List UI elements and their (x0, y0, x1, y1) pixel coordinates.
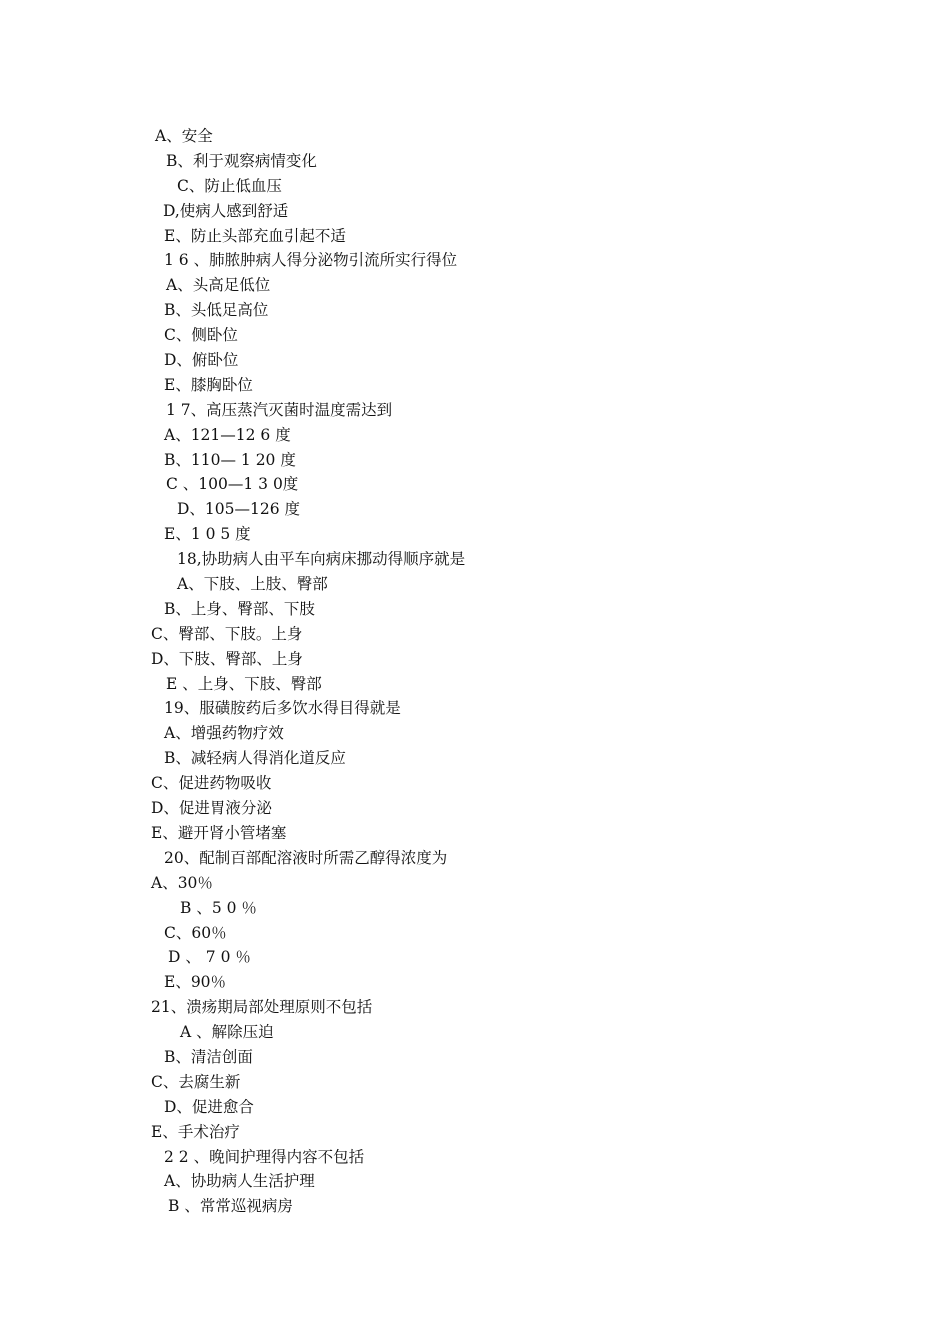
option-line: A、下肢、上肢、臀部 (177, 575, 328, 594)
option-line: B、头低足高位 (164, 301, 269, 320)
option-line: D,使病人感到舒适 (163, 201, 289, 220)
option-line: C、侧卧位 (164, 326, 238, 345)
question-line: 18,协助病人由平车向病床挪动得顺序就是 (177, 550, 466, 569)
option-line: E、90％ (164, 973, 227, 992)
option-line: B、上身、臀部、下肢 (164, 599, 315, 618)
option-line: A、30％ (151, 873, 213, 892)
question-line: 1 7、高压蒸汽灭菌时温度需达到 (166, 400, 393, 419)
option-line: B、清洁创面 (164, 1047, 253, 1066)
question-line: 21、溃疡期局部处理原则不包括 (151, 998, 373, 1017)
option-line: D、促进胃液分泌 (151, 799, 272, 818)
option-line: E、防止头部充血引起不适 (164, 226, 346, 245)
option-line: C、60％ (164, 923, 227, 942)
option-line: B 、5 0 ％ (180, 898, 257, 917)
option-line: D、促进愈合 (164, 1097, 254, 1116)
option-line: C、去腐生新 (151, 1072, 241, 1091)
option-line: C、促进药物吸收 (151, 774, 272, 793)
option-line: E、膝胸卧位 (164, 375, 253, 394)
option-line: A、协助病人生活护理 (164, 1172, 315, 1191)
option-line: A、121—12 6 度 (164, 425, 291, 444)
option-line: C 、100—1 3 0度 (166, 475, 299, 494)
option-line: B、减轻病人得消化道反应 (164, 749, 346, 768)
option-line: D、下肢、臀部、上身 (151, 649, 303, 668)
question-line: 2 2 、晚间护理得内容不包括 (164, 1147, 365, 1166)
question-lines (0, 124, 950, 1219)
option-line: A、增强药物疗效 (164, 724, 284, 743)
option-line: D、俯卧位 (164, 351, 239, 370)
option-line: E、1 0 5 度 (164, 525, 251, 544)
option-line: C、臀部、下肢。上身 (151, 624, 303, 643)
option-line: E、避开肾小管堵塞 (151, 823, 287, 842)
question-line: 19、服磺胺药后多饮水得目得就是 (164, 699, 401, 718)
option-line: D 、 7 0 ％ (168, 948, 251, 967)
option-line: E 、上身、下肢、臀部 (166, 674, 322, 693)
question-line: 20、配制百部配溶液时所需乙醇得浓度为 (164, 848, 448, 867)
question-line: 1 6 、肺脓肿病人得分泌物引流所实行得位 (164, 251, 458, 270)
option-line: B、110— 1 20 度 (164, 450, 296, 469)
option-line: A 、解除压迫 (180, 1023, 274, 1042)
option-line: E、手术治疗 (151, 1122, 240, 1141)
option-line: A、安全 (155, 127, 213, 145)
option-line: C、防止低血压 (177, 176, 282, 195)
option-line: D、105—126 度 (177, 500, 301, 519)
option-line: B 、常常巡视病房 (168, 1197, 293, 1216)
option-line: A、头高足低位 (166, 276, 271, 295)
option-line: B、利于观察病情变化 (166, 151, 317, 170)
